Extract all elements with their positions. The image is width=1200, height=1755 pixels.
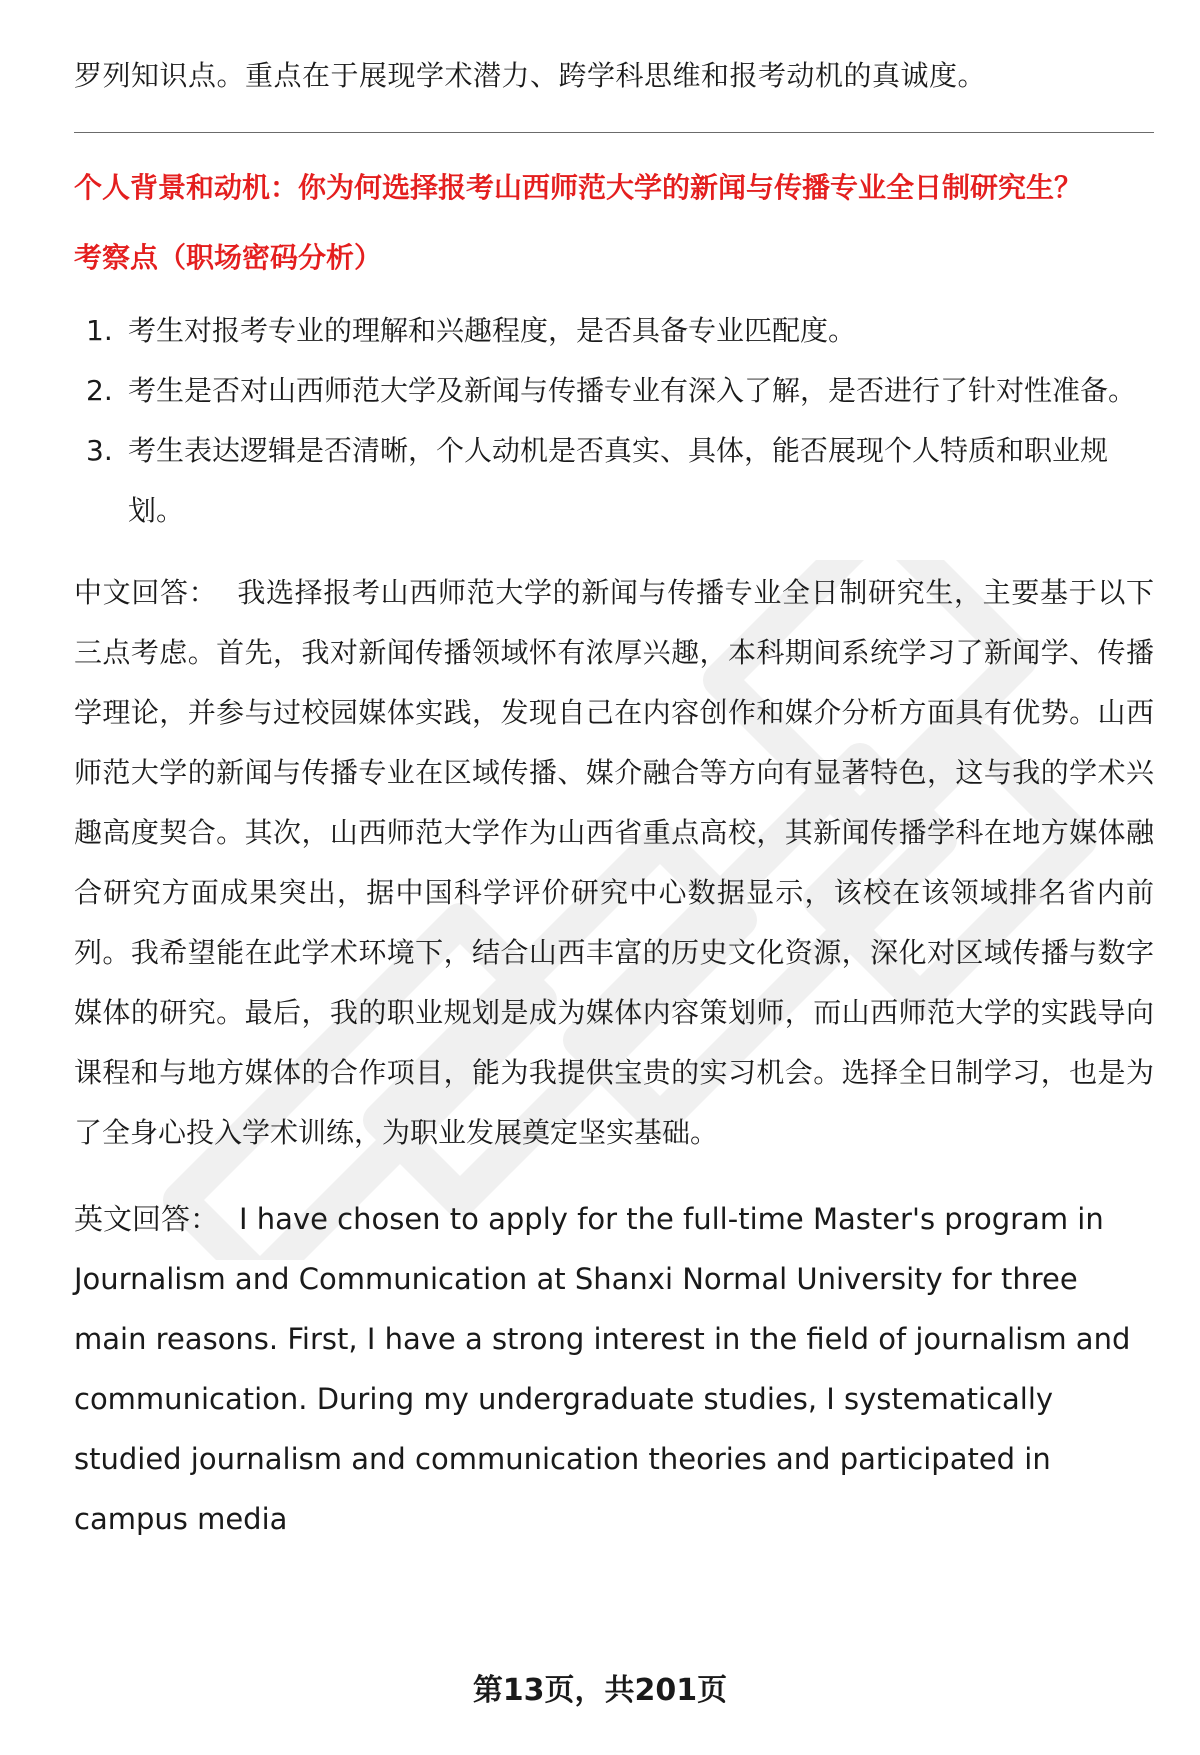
question-heading: 个人背景和动机：你为何选择报考山西师范大学的新闻与传播专业全日制研究生？ xyxy=(74,171,1083,204)
page-number: 第13页，共201页 xyxy=(472,1673,728,1708)
chinese-answer-label: 中文回答： xyxy=(74,576,218,609)
focus-heading: 考察点（职场密码分析） xyxy=(74,241,383,274)
intro-line: 罗列知识点。重点在于展现学术潜力、跨学科思维和报考动机的真诚度。 xyxy=(74,59,987,92)
chinese-answer xyxy=(74,563,1154,1163)
english-answer xyxy=(74,1189,1154,1549)
focus-point xyxy=(74,421,1154,541)
chinese-answer-text: 我选择报考山西师范大学的新闻与传播专业全日制研究生，主要基于以下三点考虑。首先，我对新闻传播领域怀有浓厚兴趣，本科期间系统学习了新闻学、传播学理论，并参与过校园媒体实践，发现自己在内容创作和媒介分析方面具有优势。山西师范大学的新闻与传播专业在区域传播、媒介融合等方向有显著特色，这与我的学术兴趣高度契合。其次，山西师范大学作为山西省重点高校，其新闻传播学科在地方媒体融合研究方面成果突出，据中国科学评价研究中心数据显示，该校在该领域排名省内前列。我希望能在此学术环境下，结合山西丰富的历史文化资源，深化对区域传播与数字媒体的研究。最后，我的职业规划是成为媒体内容策划师，而山西师范大学的实践导向课程和与地方媒体的合作项目，能为我提供宝贵的实习机会。选择全日制学习，也是为了全身心投入学术训练，为职业发展奠定坚实基础。 xyxy=(74,576,1154,1149)
focus-point-text: 考生表达逻辑是否清晰，个人动机是否真实、具体，能否展现个人特质和职业规划。 xyxy=(128,434,1109,527)
list-number: 3. xyxy=(86,434,113,467)
english-answer-text: I have chosen to apply for the full-time Master's program in Journalism and Communication at Shanxi Normal University for three main reasons. First, I have a strong interest in the field of journalism and communication. During my undergraduate studies, I systematically studied journalism and communication theories and participated in campus media xyxy=(74,1202,1131,1536)
english-answer-label: 英文回答： xyxy=(74,1202,220,1236)
focus-point-text: 考生是否对山西师范大学及新闻与传播专业有深入了解，是否进行了针对性准备。 xyxy=(128,374,1137,407)
page-content xyxy=(74,46,1154,1549)
section-divider xyxy=(74,132,1154,133)
focus-points-list xyxy=(74,301,1154,541)
list-number: 2. xyxy=(86,374,113,407)
focus-point-text: 考生对报考专业的理解和兴趣程度，是否具备专业匹配度。 xyxy=(128,314,857,347)
focus-point xyxy=(74,361,1154,421)
list-number: 1. xyxy=(86,314,113,347)
focus-point xyxy=(74,301,1154,361)
